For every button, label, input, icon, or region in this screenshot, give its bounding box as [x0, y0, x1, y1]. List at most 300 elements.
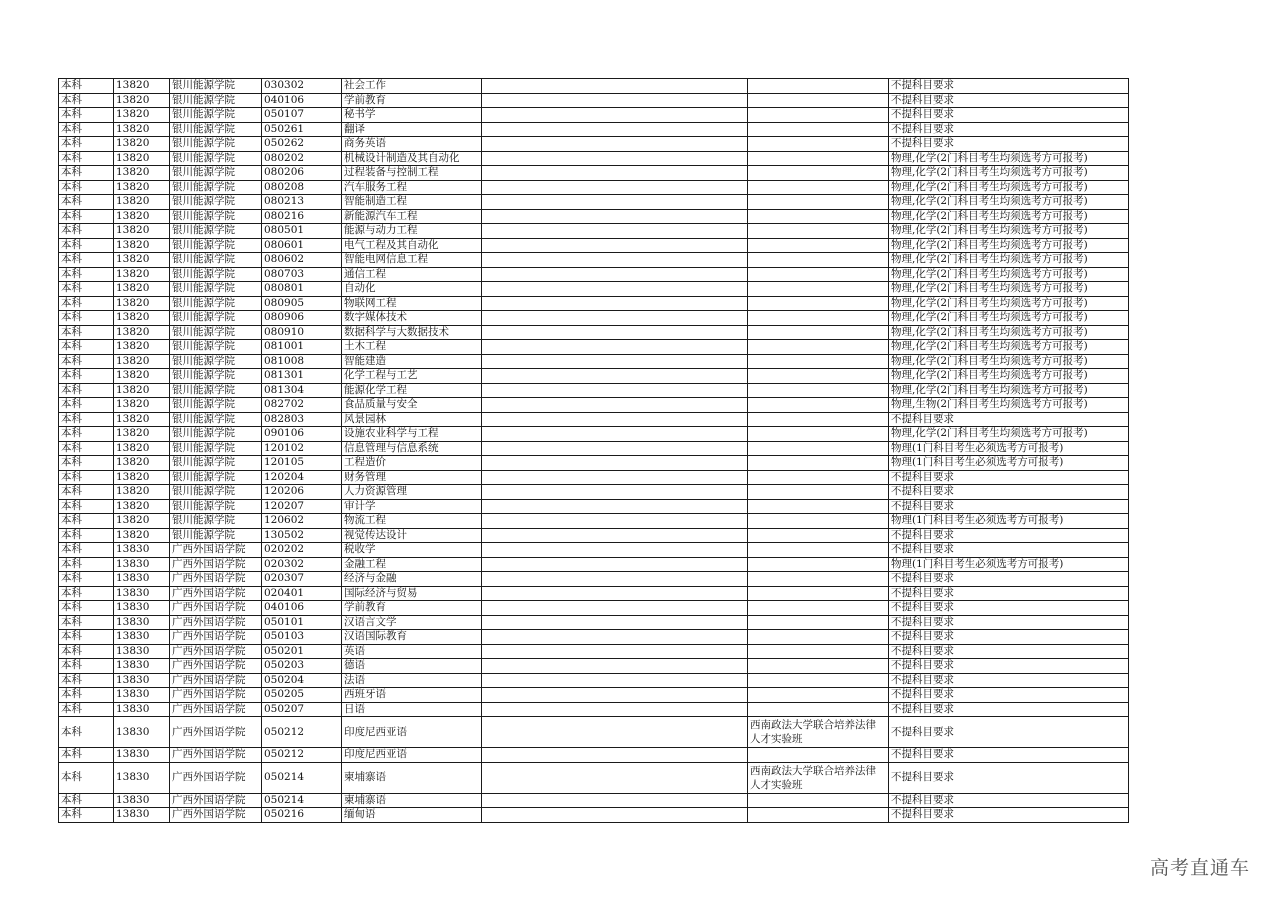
remark-cell [482, 122, 748, 137]
major-code-cell: 120206 [262, 485, 342, 500]
subject-requirement-cell: 物理,化学(2门科目考生均须选考方可报考) [889, 180, 1129, 195]
school-code-cell: 13820 [114, 354, 170, 369]
remark-cell [482, 572, 748, 587]
school-code-cell: 13820 [114, 137, 170, 152]
school-name-cell: 银川能源学院 [170, 151, 262, 166]
table-row [59, 267, 1129, 282]
major-code-cell: 080216 [262, 209, 342, 224]
table-row [59, 398, 1129, 413]
program-note-cell [748, 557, 889, 572]
major-code-cell: 030302 [262, 79, 342, 94]
major-name-cell: 物流工程 [342, 514, 482, 529]
table-row [59, 354, 1129, 369]
school-code-cell: 13830 [114, 762, 170, 793]
subject-requirement-cell: 物理,化学(2门科目考生均须选考方可报考) [889, 209, 1129, 224]
major-name-cell: 电气工程及其自动化 [342, 238, 482, 253]
subject-requirement-cell: 不提科目要求 [889, 762, 1129, 793]
level-cell: 本科 [59, 702, 114, 717]
school-name-cell: 广西外国语学院 [170, 557, 262, 572]
level-cell: 本科 [59, 586, 114, 601]
table-row [59, 748, 1129, 763]
level-cell: 本科 [59, 340, 114, 355]
remark-cell [482, 296, 748, 311]
program-note-cell: 西南政法大学联合培养法律人才实验班 [748, 717, 889, 748]
school-code-cell: 13820 [114, 514, 170, 529]
program-note-cell [748, 793, 889, 808]
level-cell: 本科 [59, 688, 114, 703]
program-note-cell [748, 354, 889, 369]
level-cell: 本科 [59, 441, 114, 456]
major-code-cell: 050204 [262, 673, 342, 688]
major-code-cell: 082803 [262, 412, 342, 427]
major-name-cell: 自动化 [342, 282, 482, 297]
school-name-cell: 银川能源学院 [170, 238, 262, 253]
major-code-cell: 050203 [262, 659, 342, 674]
major-name-cell: 商务英语 [342, 137, 482, 152]
school-code-cell: 13820 [114, 180, 170, 195]
major-name-cell: 能源与动力工程 [342, 224, 482, 239]
major-name-cell: 西班牙语 [342, 688, 482, 703]
school-code-cell: 13820 [114, 282, 170, 297]
school-code-cell: 13830 [114, 717, 170, 748]
program-note-cell [748, 659, 889, 674]
major-code-cell: 020302 [262, 557, 342, 572]
program-note-cell [748, 586, 889, 601]
table-row [59, 514, 1129, 529]
subject-requirement-cell: 不提科目要求 [889, 528, 1129, 543]
table-row [59, 238, 1129, 253]
major-code-cell: 080703 [262, 267, 342, 282]
program-note-cell [748, 180, 889, 195]
school-code-cell: 13830 [114, 748, 170, 763]
major-code-cell: 080601 [262, 238, 342, 253]
major-code-cell: 050207 [262, 702, 342, 717]
table-row [59, 499, 1129, 514]
remark-cell [482, 325, 748, 340]
table-row [59, 673, 1129, 688]
school-code-cell: 13820 [114, 209, 170, 224]
remark-cell [482, 688, 748, 703]
remark-cell [482, 470, 748, 485]
program-note-cell [748, 311, 889, 326]
subject-requirement-cell: 不提科目要求 [889, 748, 1129, 763]
major-code-cell: 120102 [262, 441, 342, 456]
school-code-cell: 13820 [114, 470, 170, 485]
major-name-cell: 财务管理 [342, 470, 482, 485]
major-name-cell: 德语 [342, 659, 482, 674]
major-code-cell: 050101 [262, 615, 342, 630]
major-name-cell: 汽车服务工程 [342, 180, 482, 195]
major-name-cell: 秘书学 [342, 108, 482, 123]
level-cell: 本科 [59, 615, 114, 630]
level-cell: 本科 [59, 673, 114, 688]
subject-requirement-cell: 物理,化学(2门科目考生均须选考方可报考) [889, 195, 1129, 210]
major-code-cell: 050212 [262, 717, 342, 748]
level-cell: 本科 [59, 808, 114, 823]
program-note-cell [748, 195, 889, 210]
major-name-cell: 数字媒体技术 [342, 311, 482, 326]
program-note-cell [748, 456, 889, 471]
remark-cell [482, 659, 748, 674]
level-cell: 本科 [59, 137, 114, 152]
major-name-cell: 智能制造工程 [342, 195, 482, 210]
table-row [59, 470, 1129, 485]
subject-requirement-cell: 不提科目要求 [889, 122, 1129, 137]
level-cell: 本科 [59, 93, 114, 108]
major-name-cell: 印度尼西亚语 [342, 748, 482, 763]
major-name-cell: 数据科学与大数据技术 [342, 325, 482, 340]
school-name-cell: 银川能源学院 [170, 354, 262, 369]
major-name-cell: 新能源汽车工程 [342, 209, 482, 224]
school-name-cell: 广西外国语学院 [170, 572, 262, 587]
remark-cell [482, 514, 748, 529]
major-name-cell: 金融工程 [342, 557, 482, 572]
remark-cell [482, 209, 748, 224]
program-note-cell [748, 543, 889, 558]
major-code-cell: 130502 [262, 528, 342, 543]
school-code-cell: 13820 [114, 93, 170, 108]
school-code-cell: 13830 [114, 808, 170, 823]
school-name-cell: 广西外国语学院 [170, 793, 262, 808]
level-cell: 本科 [59, 748, 114, 763]
school-code-cell: 13820 [114, 325, 170, 340]
table-row [59, 282, 1129, 297]
level-cell: 本科 [59, 456, 114, 471]
subject-requirement-cell: 物理,生物(2门科目考生均须选考方可报考) [889, 398, 1129, 413]
school-name-cell: 银川能源学院 [170, 209, 262, 224]
major-name-cell: 税收学 [342, 543, 482, 558]
major-name-cell: 视觉传达设计 [342, 528, 482, 543]
program-note-cell [748, 267, 889, 282]
major-name-cell: 翻译 [342, 122, 482, 137]
subject-requirement-cell: 物理,化学(2门科目考生均须选考方可报考) [889, 325, 1129, 340]
major-name-cell: 物联网工程 [342, 296, 482, 311]
remark-cell [482, 702, 748, 717]
major-name-cell: 机械设计制造及其自动化 [342, 151, 482, 166]
watermark-logo-text: 高考直通车 [1149, 857, 1250, 879]
program-note-cell [748, 470, 889, 485]
subject-requirement-cell: 物理,化学(2门科目考生均须选考方可报考) [889, 238, 1129, 253]
school-code-cell: 13820 [114, 383, 170, 398]
school-code-cell: 13820 [114, 412, 170, 427]
subject-requirement-cell: 不提科目要求 [889, 615, 1129, 630]
level-cell: 本科 [59, 528, 114, 543]
subject-requirement-cell: 物理,化学(2门科目考生均须选考方可报考) [889, 369, 1129, 384]
program-note-cell [748, 325, 889, 340]
table-row [59, 209, 1129, 224]
major-code-cell: 020307 [262, 572, 342, 587]
school-code-cell: 13820 [114, 427, 170, 442]
school-code-cell: 13830 [114, 586, 170, 601]
major-name-cell: 学前教育 [342, 93, 482, 108]
table-row [59, 456, 1129, 471]
subject-requirement-cell: 不提科目要求 [889, 601, 1129, 616]
subject-requirement-cell: 物理,化学(2门科目考生均须选考方可报考) [889, 166, 1129, 181]
school-name-cell: 广西外国语学院 [170, 748, 262, 763]
school-code-cell: 13830 [114, 644, 170, 659]
table-row [59, 793, 1129, 808]
major-name-cell: 经济与金融 [342, 572, 482, 587]
program-note-cell [748, 151, 889, 166]
school-code-cell: 13820 [114, 267, 170, 282]
major-code-cell: 081304 [262, 383, 342, 398]
major-code-cell: 050201 [262, 644, 342, 659]
school-name-cell: 广西外国语学院 [170, 808, 262, 823]
level-cell: 本科 [59, 108, 114, 123]
school-name-cell: 银川能源学院 [170, 340, 262, 355]
school-code-cell: 13820 [114, 79, 170, 94]
program-note-cell [748, 427, 889, 442]
school-name-cell: 广西外国语学院 [170, 717, 262, 748]
major-code-cell: 080801 [262, 282, 342, 297]
program-note-cell [748, 282, 889, 297]
remark-cell [482, 93, 748, 108]
remark-cell [482, 427, 748, 442]
table-row [59, 122, 1129, 137]
major-code-cell: 050216 [262, 808, 342, 823]
school-name-cell: 银川能源学院 [170, 470, 262, 485]
major-code-cell: 081008 [262, 354, 342, 369]
major-name-cell: 土木工程 [342, 340, 482, 355]
remark-cell [482, 267, 748, 282]
level-cell: 本科 [59, 79, 114, 94]
table-row [59, 296, 1129, 311]
program-note-cell [748, 383, 889, 398]
table-row [59, 311, 1129, 326]
major-code-cell: 050262 [262, 137, 342, 152]
school-name-cell: 银川能源学院 [170, 224, 262, 239]
major-name-cell: 设施农业科学与工程 [342, 427, 482, 442]
major-code-cell: 080208 [262, 180, 342, 195]
program-note-cell [748, 702, 889, 717]
level-cell: 本科 [59, 514, 114, 529]
remark-cell [482, 282, 748, 297]
table-row [59, 412, 1129, 427]
school-code-cell: 13820 [114, 151, 170, 166]
subject-requirement-cell: 不提科目要求 [889, 793, 1129, 808]
school-name-cell: 银川能源学院 [170, 166, 262, 181]
level-cell: 本科 [59, 224, 114, 239]
program-note-cell [748, 748, 889, 763]
level-cell: 本科 [59, 630, 114, 645]
school-name-cell: 银川能源学院 [170, 514, 262, 529]
level-cell: 本科 [59, 354, 114, 369]
subject-requirement-cell: 不提科目要求 [889, 702, 1129, 717]
program-note-cell [748, 137, 889, 152]
table-row [59, 79, 1129, 94]
remark-cell [482, 601, 748, 616]
major-name-cell: 社会工作 [342, 79, 482, 94]
major-name-cell: 通信工程 [342, 267, 482, 282]
table-row [59, 630, 1129, 645]
program-note-cell [748, 108, 889, 123]
level-cell: 本科 [59, 296, 114, 311]
subject-requirement-cell: 不提科目要求 [889, 673, 1129, 688]
level-cell: 本科 [59, 793, 114, 808]
table-row [59, 586, 1129, 601]
subject-requirement-cell: 不提科目要求 [889, 630, 1129, 645]
school-name-cell: 广西外国语学院 [170, 688, 262, 703]
remark-cell [482, 180, 748, 195]
school-code-cell: 13820 [114, 398, 170, 413]
subject-requirement-cell: 物理,化学(2门科目考生均须选考方可报考) [889, 427, 1129, 442]
major-code-cell: 080501 [262, 224, 342, 239]
school-name-cell: 银川能源学院 [170, 398, 262, 413]
subject-requirement-cell: 不提科目要求 [889, 644, 1129, 659]
school-name-cell: 银川能源学院 [170, 267, 262, 282]
major-name-cell: 能源化学工程 [342, 383, 482, 398]
subject-requirement-cell: 不提科目要求 [889, 717, 1129, 748]
school-code-cell: 13830 [114, 688, 170, 703]
program-note-cell [748, 673, 889, 688]
remark-cell [482, 748, 748, 763]
table-row [59, 137, 1129, 152]
school-name-cell: 广西外国语学院 [170, 543, 262, 558]
school-name-cell: 银川能源学院 [170, 412, 262, 427]
table-row [59, 572, 1129, 587]
subject-requirement-cell: 物理(1门科目考生必须选考方可报考) [889, 514, 1129, 529]
remark-cell [482, 354, 748, 369]
subject-requirement-cell: 物理,化学(2门科目考生均须选考方可报考) [889, 253, 1129, 268]
remark-cell [482, 195, 748, 210]
remark-cell [482, 369, 748, 384]
major-name-cell: 风景园林 [342, 412, 482, 427]
major-code-cell: 020401 [262, 586, 342, 601]
school-code-cell: 13820 [114, 499, 170, 514]
program-note-cell [748, 340, 889, 355]
level-cell: 本科 [59, 325, 114, 340]
school-name-cell: 广西外国语学院 [170, 702, 262, 717]
school-code-cell: 13830 [114, 673, 170, 688]
subject-requirement-cell: 不提科目要求 [889, 543, 1129, 558]
school-code-cell: 13820 [114, 166, 170, 181]
major-code-cell: 050261 [262, 122, 342, 137]
school-code-cell: 13820 [114, 238, 170, 253]
school-code-cell: 13830 [114, 702, 170, 717]
subject-requirement-cell: 物理(1门科目考生必须选考方可报考) [889, 441, 1129, 456]
school-name-cell: 广西外国语学院 [170, 586, 262, 601]
subject-requirement-cell: 不提科目要求 [889, 137, 1129, 152]
major-name-cell: 化学工程与工艺 [342, 369, 482, 384]
school-name-cell: 银川能源学院 [170, 253, 262, 268]
remark-cell [482, 441, 748, 456]
subject-requirement-cell: 物理,化学(2门科目考生均须选考方可报考) [889, 267, 1129, 282]
school-name-cell: 广西外国语学院 [170, 673, 262, 688]
school-code-cell: 13830 [114, 572, 170, 587]
school-code-cell: 13820 [114, 369, 170, 384]
school-code-cell: 13820 [114, 108, 170, 123]
level-cell: 本科 [59, 762, 114, 793]
table-row [59, 441, 1129, 456]
major-name-cell: 缅甸语 [342, 808, 482, 823]
remark-cell [482, 238, 748, 253]
table-row [59, 195, 1129, 210]
remark-cell [482, 340, 748, 355]
remark-cell [482, 673, 748, 688]
remark-cell [482, 793, 748, 808]
subject-requirement-cell: 不提科目要求 [889, 470, 1129, 485]
major-code-cell: 050107 [262, 108, 342, 123]
subject-requirement-cell: 物理,化学(2门科目考生均须选考方可报考) [889, 296, 1129, 311]
major-name-cell: 柬埔寨语 [342, 793, 482, 808]
major-name-cell: 过程装备与控制工程 [342, 166, 482, 181]
table-row [59, 340, 1129, 355]
school-name-cell: 广西外国语学院 [170, 659, 262, 674]
major-code-cell: 050205 [262, 688, 342, 703]
major-code-cell: 081001 [262, 340, 342, 355]
major-name-cell: 智能建造 [342, 354, 482, 369]
school-name-cell: 银川能源学院 [170, 383, 262, 398]
table-row [59, 702, 1129, 717]
school-code-cell: 13820 [114, 224, 170, 239]
school-name-cell: 银川能源学院 [170, 137, 262, 152]
major-code-cell: 050103 [262, 630, 342, 645]
subject-requirement-cell: 不提科目要求 [889, 808, 1129, 823]
subject-requirement-cell: 物理,化学(2门科目考生均须选考方可报考) [889, 282, 1129, 297]
subject-requirement-cell: 不提科目要求 [889, 659, 1129, 674]
major-code-cell: 080906 [262, 311, 342, 326]
subject-requirement-cell: 物理,化学(2门科目考生均须选考方可报考) [889, 383, 1129, 398]
level-cell: 本科 [59, 238, 114, 253]
school-name-cell: 银川能源学院 [170, 499, 262, 514]
major-name-cell: 审计学 [342, 499, 482, 514]
school-code-cell: 13830 [114, 543, 170, 558]
school-name-cell: 银川能源学院 [170, 485, 262, 500]
school-name-cell: 银川能源学院 [170, 195, 262, 210]
major-name-cell: 智能电网信息工程 [342, 253, 482, 268]
major-code-cell: 120105 [262, 456, 342, 471]
table-row [59, 688, 1129, 703]
remark-cell [482, 456, 748, 471]
table-row [59, 557, 1129, 572]
subject-requirement-cell: 不提科目要求 [889, 586, 1129, 601]
level-cell: 本科 [59, 180, 114, 195]
school-name-cell: 银川能源学院 [170, 180, 262, 195]
major-code-cell: 082702 [262, 398, 342, 413]
level-cell: 本科 [59, 209, 114, 224]
program-note-cell [748, 644, 889, 659]
level-cell: 本科 [59, 398, 114, 413]
major-name-cell: 信息管理与信息系统 [342, 441, 482, 456]
school-name-cell: 银川能源学院 [170, 325, 262, 340]
program-note-cell [748, 296, 889, 311]
school-code-cell: 13830 [114, 659, 170, 674]
remark-cell [482, 108, 748, 123]
school-code-cell: 13820 [114, 195, 170, 210]
level-cell: 本科 [59, 572, 114, 587]
table-row [59, 528, 1129, 543]
remark-cell [482, 528, 748, 543]
major-name-cell: 工程造价 [342, 456, 482, 471]
school-code-cell: 13820 [114, 296, 170, 311]
major-name-cell: 汉语国际教育 [342, 630, 482, 645]
level-cell: 本科 [59, 659, 114, 674]
remark-cell [482, 383, 748, 398]
table-row [59, 808, 1129, 823]
program-note-cell [748, 93, 889, 108]
program-note-cell [748, 166, 889, 181]
level-cell: 本科 [59, 557, 114, 572]
subject-requirement-cell: 不提科目要求 [889, 93, 1129, 108]
remark-cell [482, 311, 748, 326]
major-code-cell: 080905 [262, 296, 342, 311]
major-name-cell: 法语 [342, 673, 482, 688]
program-note-cell [748, 253, 889, 268]
level-cell: 本科 [59, 151, 114, 166]
major-name-cell: 柬埔寨语 [342, 762, 482, 793]
subject-requirement-cell: 物理,化学(2门科目考生均须选考方可报考) [889, 340, 1129, 355]
subject-requirement-cell: 不提科目要求 [889, 499, 1129, 514]
